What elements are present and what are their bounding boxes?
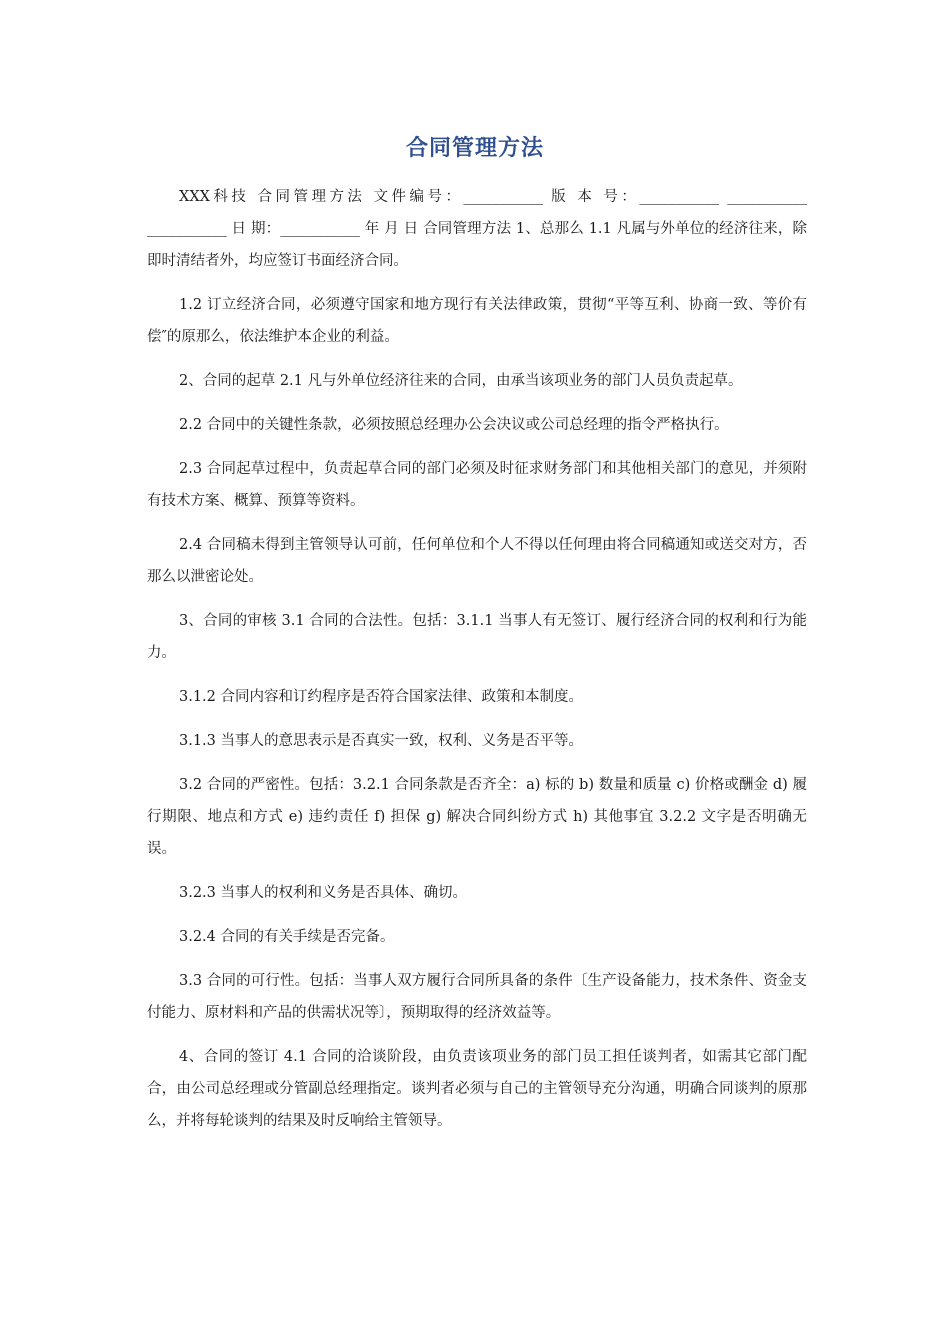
paragraph-1-2: 1.2 订立经济合同，必须遵守国家和地方现行有关法律政策，贯彻“平等互利、协商一致、等价有偿″的原那么，依法维护本企业的利益。 [147, 297, 807, 345]
paragraph-3-2-3: 3.2.3 当事人的权利和义务是否具体、确切。 [179, 885, 468, 901]
paragraph-3-2: 3.2 合同的严密性。包括：3.2.1 合同条款是否齐全：a) 标的 b) 数量和质量 c) 价格或酬金 d) 履行期限、地点和方式 e) 违约责任 f) 担保 g) 解决合同纠纷方式 h) 其他事宜 3.2.2 文字是否明确无误。 [147, 777, 807, 857]
paragraph-2-2: 2.2 合同中的关键性条款，必须按照总经理办公会决议或公司总经理的指令严格执行。 [179, 417, 729, 433]
paragraph-3-1-3: 3.1.3 当事人的意思表示是否真实一致，权利、义务是否平等。 [179, 733, 584, 749]
paragraph-header: XXX科技 合同管理方法 文件编号：___________ 版 本 号：___________ ___________ ___________ 日 期：___________ 年 月 日 合同管理方法 1、总那么 1.1 凡属与外单位的经济往来，除即时清结者外，均应签订书面经济合同。 [147, 189, 812, 269]
paragraph-3-1: 3、合同的审核 3.1 合同的合法性。包括：3.1.1 当事人有无签订、履行经济合同的权利和行为能力。 [147, 613, 807, 661]
paragraph-3-2-4: 3.2.4 合同的有关手续是否完备。 [179, 929, 395, 945]
document-body [147, 181, 812, 1149]
paragraph-2-4: 2.4 合同稿未得到主管领导认可前，任何单位和个人不得以任何理由将合同稿通知或送交对方，否那么以泄密论处。 [147, 537, 807, 585]
paragraph-3-1-2: 3.1.2 合同内容和订约程序是否符合国家法律、政策和本制度。 [179, 689, 584, 705]
paragraph-3-3: 3.3 合同的可行性。包括：当事人双方履行合同所具备的条件〔生产设备能力，技术条件、资金支付能力、原材料和产品的供需状况等〕，预期取得的经济效益等。 [147, 973, 807, 1021]
document-title: 合同管理方法 [405, 136, 544, 161]
paragraph-2-3: 2.3 合同起草过程中，负责起草合同的部门必须及时征求财务部门和其他相关部门的意见，并须附有技术方案、概算、预算等资料。 [147, 461, 807, 509]
paragraph-2-1: 2、合同的起草 2.1 凡与外单位经济往来的合同，由承当该项业务的部门人员负责起草。 [179, 373, 743, 389]
paragraph-4-1: 4、合同的签订 4.1 合同的洽谈阶段，由负责该项业务的部门员工担任谈判者，如需其它部门配合，由公司总经理或分管副总经理指定。谈判者必须与自己的主管领导充分沟通，明确合同谈判的原那么，并将每轮谈判的结果及时反响给主管领导。 [147, 1049, 807, 1129]
